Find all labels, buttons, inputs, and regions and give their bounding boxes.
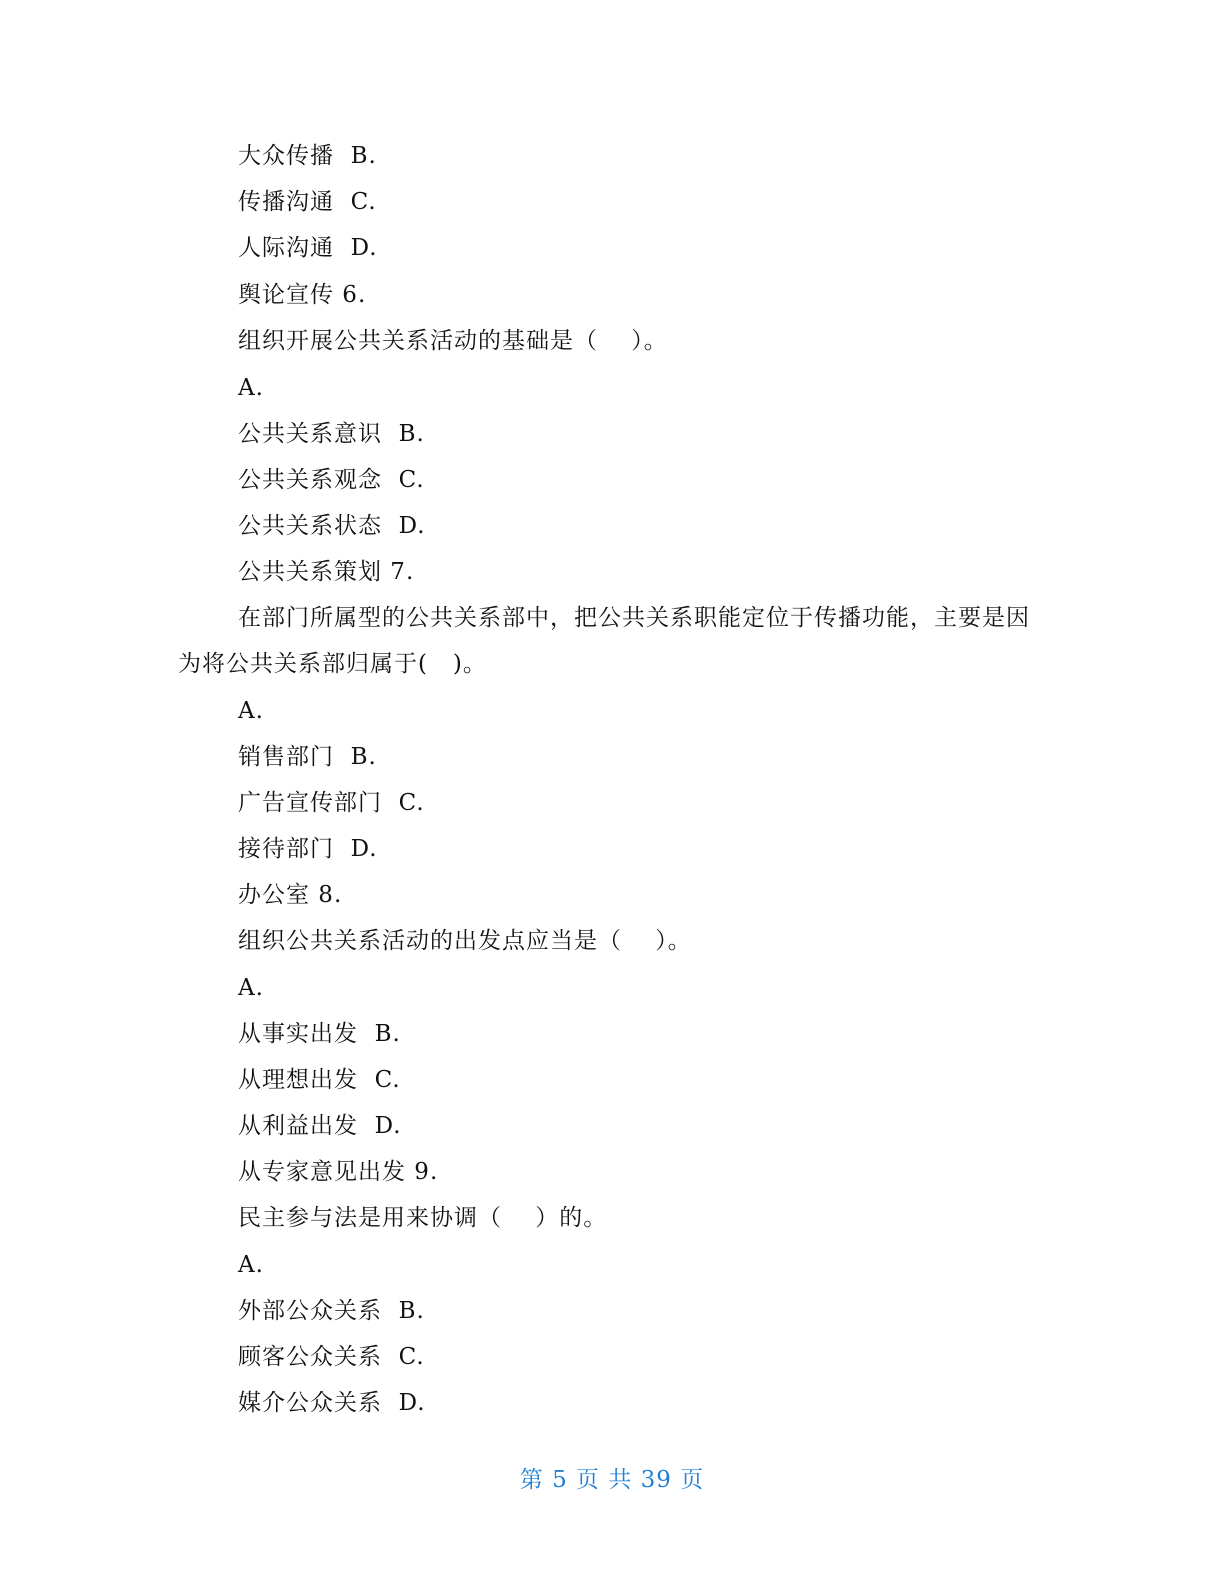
option-line: 公共关系策划 7. (238, 559, 415, 585)
option-line: 人际沟通 D. (238, 235, 378, 261)
option-line: 从理想出发 C. (238, 1067, 401, 1093)
option-line: 公共关系意识 B. (238, 421, 425, 447)
option-line: 销售部门 B. (238, 744, 377, 770)
option-line: 外部公众关系 B. (238, 1298, 425, 1324)
option-line: 媒介公众关系 D. (238, 1390, 426, 1416)
option-label: A. (238, 1252, 264, 1278)
option-line: 大众传播 B. (238, 143, 377, 169)
page-footer (0, 1465, 1224, 1495)
option-line: 顾客公众关系 C. (238, 1344, 425, 1370)
page-number-text: 第 5 页 共 39 页 (519, 1467, 705, 1493)
question-line: 组织开展公共关系活动的基础是（ ）。 (238, 328, 668, 354)
option-line: 公共关系观念 C. (238, 467, 425, 493)
option-line: 广告宣传部门 C. (238, 790, 425, 816)
option-line: 公共关系状态 D. (238, 513, 426, 539)
option-line: 从专家意见出发 9. (238, 1159, 439, 1185)
question-line-continued: 为将公共关系部归属于( )。 (178, 651, 487, 677)
option-label: A. (238, 975, 264, 1001)
option-label: A. (238, 698, 264, 724)
option-line: 从事实出发 B. (238, 1021, 401, 1047)
option-line: 从利益出发 D. (238, 1113, 402, 1139)
option-line: 接待部门 D. (238, 836, 378, 862)
question-line: 民主参与法是用来协调（ ）的。 (238, 1205, 608, 1231)
option-line: 办公室 8. (238, 882, 343, 908)
option-line: 传播沟通 C. (238, 189, 377, 215)
question-line: 在部门所属型的公共关系部中，把公共关系职能定位于传播功能，主要是因 (238, 605, 1030, 631)
question-line: 组织公共关系活动的出发点应当是（ ）。 (238, 928, 692, 954)
option-line: 舆论宣传 6. (238, 282, 367, 308)
option-label: A. (238, 375, 264, 401)
